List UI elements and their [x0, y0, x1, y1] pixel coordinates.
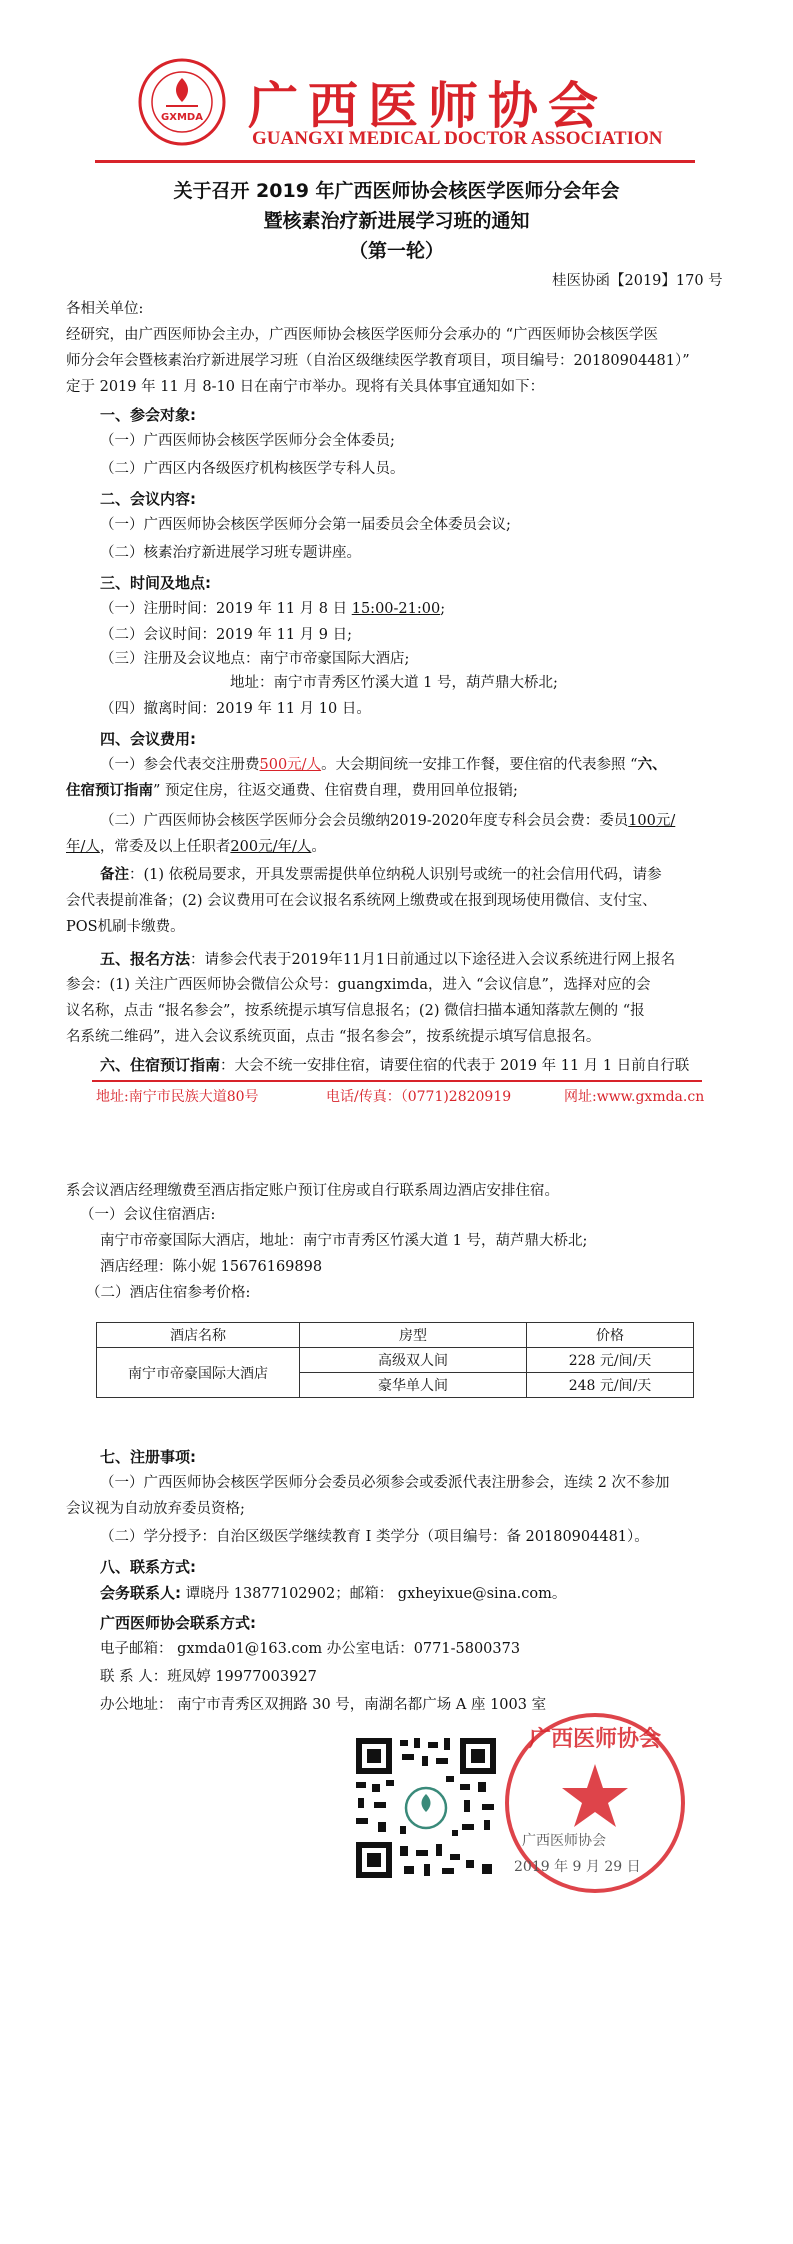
- section-3-heading: 三、时间及地点:: [100, 574, 211, 592]
- accommodation-line-1: [100, 1052, 689, 1079]
- registration-line-4: 名系统二维码”，进入会议系统页面，点击 “报名参会”，按系统提示填写信息报名。: [66, 1029, 601, 1045]
- table-header: 酒店名称: [97, 1323, 300, 1348]
- registration-line-3: 议名称，点击 “报名参会”，按系统提示填写信息报名；(2) 微信扫描本通知落款左侧的 “报: [66, 1003, 645, 1019]
- fee-ref-six: 六、: [637, 756, 667, 773]
- title-line-2: 暨核素治疗新进展学习班的通知: [263, 210, 530, 232]
- fee-text: （一）参会代表交注册费: [100, 757, 260, 773]
- signature-org: 广西医师协会: [522, 1833, 606, 1849]
- registration-time-hours: 15:00-21:00: [351, 601, 441, 617]
- table-header: 房型: [300, 1323, 527, 1348]
- svg-text:广西医师协会: 广西医师协会: [528, 1726, 662, 1752]
- fee-text: 。大会期间统一安排工作餐，要住宿的代表参照 “: [321, 757, 638, 773]
- section-2-item-1: （一）广西医师协会核医学医师分会第一届委员会全体委员会议;: [100, 517, 511, 533]
- room-type-cell: 豪华单人间: [300, 1373, 527, 1398]
- hotel-price-table: [96, 1322, 694, 1398]
- section-5-heading: 五、报名方法: [100, 950, 191, 968]
- footer-address: 地址:南宁市民族大道80号: [96, 1089, 259, 1105]
- room-price-cell: 248 元/间/天: [527, 1373, 694, 1398]
- hotel-subheading: （一）会议住宿酒店:: [80, 1207, 216, 1223]
- org-name-en: GUANGXI MEDICAL DOCTOR ASSOCIATION: [252, 128, 663, 149]
- fee-line-3: [100, 808, 675, 834]
- section-1-item-2: （二）广西区内各级医疗机构核医学专科人员。: [100, 461, 405, 477]
- fee-note-line-1: [100, 862, 662, 888]
- accommodation-line-2: 系会议酒店经理缴费至酒店指定账户预订住房或自行联系周边酒店安排住宿。: [66, 1183, 559, 1199]
- salutation: 各相关单位:: [66, 301, 144, 317]
- fee-line-4: [66, 834, 326, 860]
- header-divider: [95, 160, 695, 163]
- note-label: 备注: [100, 866, 129, 883]
- registration-time-end: ;: [440, 601, 446, 617]
- section-4-heading: 四、会议费用:: [100, 730, 196, 748]
- hotel-manager: 酒店经理：陈小妮 15676169898: [100, 1259, 323, 1275]
- registration-fee: 500元/人: [259, 757, 322, 773]
- association-logo: [138, 58, 226, 146]
- departure-time: （四）撤离时间：2019 年 11 月 10 日。: [100, 701, 371, 717]
- intro-line-1: 经研究，由广西医师协会主办，广西医师协会核医学医师分会承办的 “广西医师协会核医学医: [66, 327, 659, 343]
- registration-notice-line-2: 会议视为自动放弃委员资格;: [66, 1501, 245, 1517]
- footer-phone: 电话/传真：（0771)2820919: [326, 1089, 512, 1105]
- registration-time-label: （一）注册时间：2019 年 11 月 8 日: [100, 601, 352, 617]
- fee-text: （二）广西医师协会核医学医师分会会员缴纳2019-2020年度专科会员会费：委员: [100, 813, 629, 829]
- table-header-row: [97, 1323, 694, 1348]
- intro-line-3: 定于 2019 年 11 月 8-10 日在南宁市举办。现将有关具体事宜通知如下：: [66, 379, 545, 395]
- hotel-name-cell: 南宁市帝豪国际大酒店: [97, 1348, 300, 1398]
- association-email: 电子邮箱： gxmda01@163.com 办公室电话：0771-5800373: [100, 1641, 521, 1657]
- note-text: ：(1) 依税局要求，开具发票需提供单位纳税人识别号或统一的社会信用代码，请参: [129, 867, 662, 883]
- section-8-heading: 八、联系方式:: [100, 1558, 196, 1576]
- section-1-heading: 一、参会对象:: [100, 406, 196, 424]
- table-header: 价格: [527, 1323, 694, 1348]
- footer-website: 网址:www.gxmda.cn: [564, 1089, 705, 1105]
- contact-text: 谭晓丹 13877102902；邮箱： gxheyixue@sina.com。: [181, 1586, 567, 1602]
- svg-text:GXMDA: GXMDA: [161, 112, 203, 123]
- fee-text: 。: [311, 839, 326, 855]
- fee-note-line-2: 会代表提前准备；(2) 会议费用可在会议报名系统网上缴费或在报到现场使用微信、支付宝、: [66, 893, 657, 909]
- title-line-3: （第一轮）: [348, 240, 444, 262]
- section-6-heading: 六、住宿预订指南: [100, 1056, 221, 1074]
- fee-text: ” 预定住房，往返交通费、住宿费自理，费用回单位报销;: [153, 783, 518, 799]
- registration-notice-line-1: （一）广西医师协会核医学医师分会委员必须参会或委派代表注册参会，连续 2 次不参加: [100, 1475, 670, 1491]
- contact-label: 会务联系人:: [100, 1584, 181, 1602]
- intro-line-2: 师分会年会暨核素治疗新进展学习班（自治区级继续医学教育项目，项目编号：20180904481）”: [66, 353, 690, 369]
- footer-divider: [92, 1080, 702, 1082]
- member-fee: 100元/: [628, 813, 676, 829]
- association-contact-heading: 广西医师协会联系方式:: [100, 1614, 256, 1632]
- meeting-venue: （三）注册及会议地点：南宁市帝豪国际大酒店;: [100, 651, 410, 667]
- fee-text: ，常委及以上任职者: [99, 839, 231, 855]
- org-name-cn: 广西医师协会: [248, 76, 608, 135]
- meeting-time: （二）会议时间：2019 年 11 月 9 日;: [100, 627, 353, 643]
- fee-line-2: [66, 778, 518, 804]
- accommodation-text: ：大会不统一安排住宿，请要住宿的代表于 2019 年 11 月 1 日前自行联: [220, 1058, 690, 1074]
- association-office-address: 办公地址： 南宁市青秀区双拥路 30 号，南湖名都广场 A 座 1003 室: [100, 1697, 547, 1713]
- registration-notice-line-3: （二）学分授予：自治区级医学继续教育 I 类学分（项目编号：备 20180904481）。: [100, 1529, 649, 1545]
- registration-qr-code: [352, 1734, 500, 1882]
- hotel-address: 南宁市帝豪国际大酒店，地址：南宁市青秀区竹溪大道 1 号，葫芦鼎大桥北;: [100, 1233, 588, 1249]
- document-number: 桂医协函【2019】170 号: [552, 273, 723, 289]
- meeting-venue-address: 地址：南宁市青秀区竹溪大道 1 号，葫芦鼎大桥北;: [230, 675, 558, 691]
- registration-line-2: 参会：(1) 关注广西医师协会微信公众号：guangximda，进入 “会议信息”，选择对应的会: [66, 977, 651, 993]
- member-fee-unit: 年/人: [66, 839, 100, 855]
- registration-text: ：请参会代表于2019年11月1日前通过以下途径进入会议系统进行网上报名: [190, 952, 676, 968]
- title-line-1: 关于召开 2019 年广西医师协会核医学医师分会年会: [173, 180, 620, 202]
- association-contact-person: 联 系 人：班凤婷 19977003927: [100, 1669, 317, 1685]
- table-row: [97, 1348, 694, 1373]
- section-1-item-1: （一）广西医师协会核医学医师分会全体委员;: [100, 433, 395, 449]
- registration-line-1: [100, 946, 675, 973]
- room-type-cell: 高级双人间: [300, 1348, 527, 1373]
- fee-line-1: [100, 752, 667, 778]
- registration-time: [100, 596, 445, 622]
- fee-note-line-3: POS机刷卡缴费。: [66, 919, 185, 935]
- accommodation-guide-ref: 住宿预订指南: [66, 782, 153, 799]
- room-price-cell: 228 元/间/天: [527, 1348, 694, 1373]
- section-2-item-2: （二）核素治疗新进展学习班专题讲座。: [100, 545, 361, 561]
- section-2-heading: 二、会议内容:: [100, 490, 196, 508]
- signature-date: 2019 年 9 月 29 日: [514, 1859, 641, 1875]
- conference-contact: [100, 1580, 566, 1607]
- section-7-heading: 七、注册事项:: [100, 1448, 196, 1466]
- price-subheading: （二）酒店住宿参考价格:: [86, 1285, 251, 1301]
- standing-member-fee: 200元/年/人: [230, 839, 312, 855]
